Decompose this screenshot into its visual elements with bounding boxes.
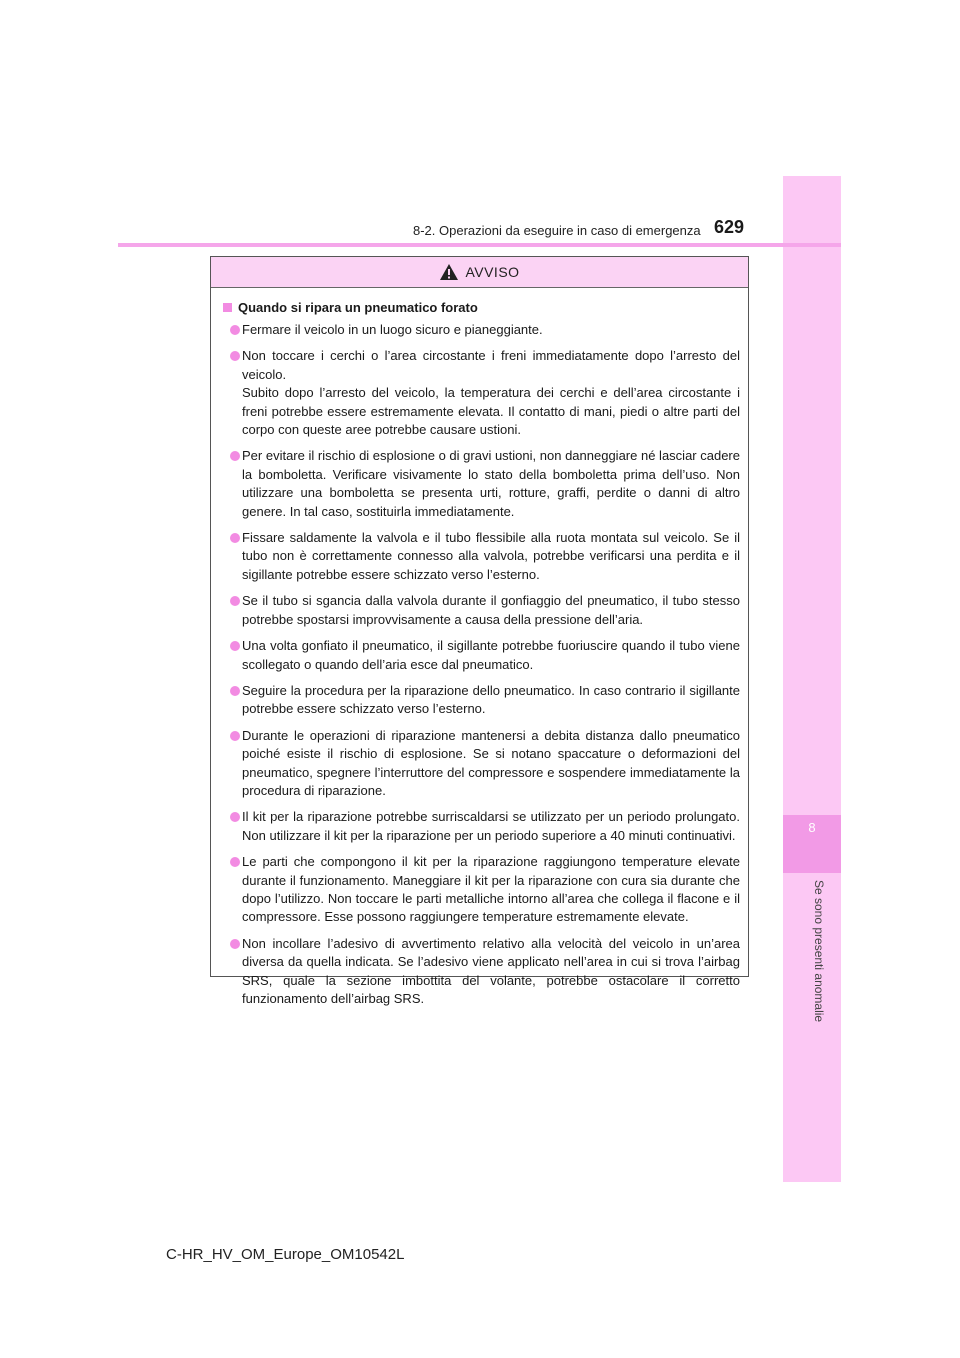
chapter-label: Se sono presenti anomalie: [812, 880, 826, 1023]
item-text: Le parti che compongono il kit per la riparazione raggiungono temperature elevate durante il funzionamento. Maneggiare il kit per la riparazione con cura sia durante che dopo l’utilizzo. Non toccare le parti metalliche intorno all’area che collega il flacone e il compressore. Esse possono raggiungere temperature estremamente elevate.: [242, 854, 740, 925]
warning-item: [223, 347, 740, 439]
warning-item: [223, 935, 740, 1009]
warning-body: [211, 288, 748, 1008]
item-text-continued: Subito dopo l’arresto del veicolo, la temperatura dei cerchi e dell’area circostante i freni potrebbe essere estremamente elevata. Il contatto di mani, piedi o altre parti del corpo con queste aree potrebbe causare ustioni.: [242, 385, 740, 438]
bullet-icon: [230, 731, 240, 741]
item-text: Fissare saldamente la valvola e il tubo flessibile alla ruota montata sul veicolo. Se il tubo non è correttamente connesso alla valvola, potrebbe verificarsi una perdita e il sigillante potrebbe essere schizzato verso l’esterno.: [242, 530, 740, 582]
header-rule: [118, 243, 841, 247]
warning-item: [223, 853, 740, 927]
chapter-number: 8: [808, 820, 816, 835]
bullet-icon: [230, 641, 240, 651]
item-text: Fermare il veicolo in un luogo sicuro e pianeggiante.: [242, 322, 543, 337]
bullet-icon: [230, 812, 240, 822]
item-text: Non toccare i cerchi o l’area circostante i freni immediatamente dopo l’arresto del veicolo.: [242, 348, 740, 382]
square-bullet-icon: [223, 303, 232, 312]
bullet-icon: [230, 351, 240, 361]
item-text: Una volta gonfiato il pneumatico, il sigillante potrebbe fuoriuscire quando il tubo viene scollegato o quando dell’aria esce dal pneumatico.: [242, 638, 740, 672]
bullet-icon: [230, 857, 240, 867]
item-text: Durante le operazioni di riparazione mantenersi a debita distanza dallo pneumatico poiché esiste il rischio di esplosione. Se si notano spaccature o deformazioni del pneumatico, spegnere l’interruttore del compressore e sospendere immediatamente la procedura di riparazione.: [242, 727, 740, 798]
warning-subheading: [223, 300, 740, 315]
bullet-icon: [230, 533, 240, 543]
warning-item: [223, 321, 740, 339]
warning-item: [223, 529, 740, 584]
bullet-icon: [230, 939, 240, 949]
item-text: Non incollare l’adesivo di avvertimento relativo alla velocità del veicolo in un’area diversa da quella indicata. Se l’adesivo viene applicato nell’area in cui si trova l’airbag SRS, quale la sezione imbottita del volante, potrebbe ostacolare il corretto funzionamento dell’airbag SRS.: [242, 935, 740, 1006]
bullet-icon: [230, 686, 240, 696]
warning-item: [223, 727, 740, 801]
bullet-icon: [230, 325, 240, 335]
page-number: 629: [714, 217, 745, 237]
item-text: Seguire la procedura per la riparazione dello pneumatico. In caso contrario il sigillante potrebbe essere schizzato verso l’esterno.: [242, 682, 740, 717]
warning-triangle-icon: [439, 263, 459, 281]
warning-item: [223, 592, 740, 629]
bullet-icon: [230, 596, 240, 606]
item-text: Per evitare il rischio di esplosione o di gravi ustioni, non danneggiare né lasciar cadere la bomboletta. Verificare visivamente lo stato della bomboletta prima dell’uso. Non utilizzare una bomboletta se presenta urti, rotture, graffi, perdite o danni di altro genere. In tal caso, sostituirla immediatamente.: [242, 448, 740, 519]
warning-box: [210, 256, 749, 1006]
warning-item: [223, 447, 740, 521]
subheading-text: Quando si ripara un pneumatico forato: [238, 300, 478, 315]
bullet-icon: [230, 451, 240, 461]
warning-label: AVVISO: [465, 264, 520, 280]
warning-item: [223, 637, 740, 674]
document-code: C-HR_HV_OM_Europe_OM10542L: [166, 1246, 405, 1263]
item-text: Se il tubo si sgancia dalla valvola durante il gonfiaggio del pneumatico, il tubo stesso potrebbe spostarsi improvvisamente a causa della pressione dell’aria.: [242, 593, 740, 627]
item-text: Il kit per la riparazione potrebbe surriscaldarsi se utilizzato per un periodo prolungato. Non utilizzare il kit per la riparazione per un periodo superiore a 40 minuti continuativi.: [242, 809, 740, 843]
warning-item: [223, 682, 740, 719]
section-title: 8-2. Operazioni da eseguire in caso di emergenza: [413, 223, 701, 238]
warning-header: [211, 257, 748, 288]
side-strip: [783, 176, 841, 1182]
warning-item: [223, 808, 740, 845]
